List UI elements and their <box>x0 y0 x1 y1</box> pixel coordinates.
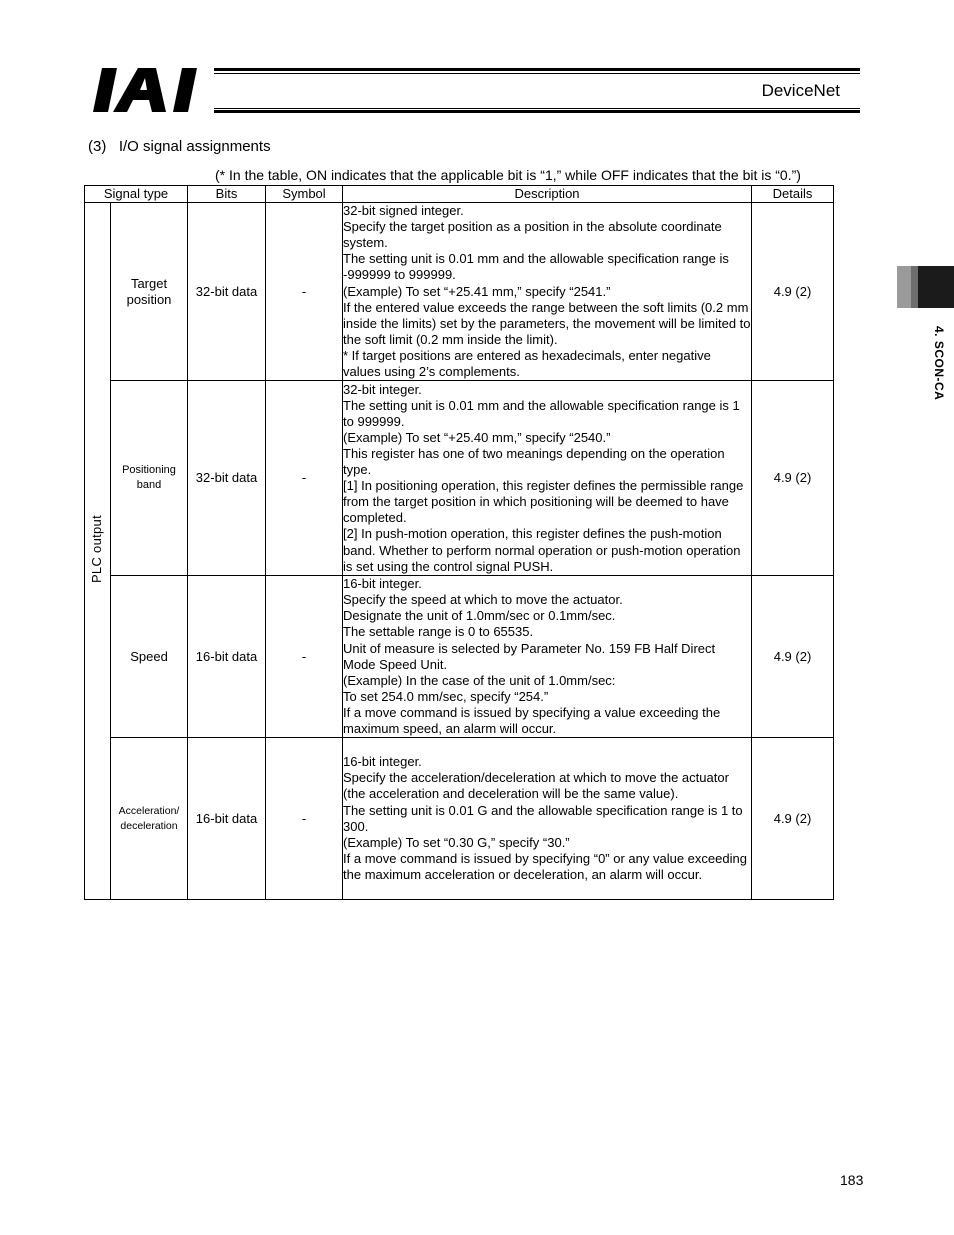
description-line: This register has one of two meanings depending on the operation type. <box>343 445 725 478</box>
details-cell: 4.9 (2) <box>752 576 834 738</box>
description-line: Unit of measure is selected by Parameter No. 159 FB Half Direct Mode Speed Unit. <box>343 640 716 672</box>
table-row <box>85 738 834 900</box>
table-row <box>85 203 834 381</box>
description-line: 16-bit integer. <box>343 576 422 592</box>
chapter-tab-black <box>918 266 954 308</box>
header-signal-type: Signal type <box>85 186 188 203</box>
description-line: * If target positions are entered as hexadecimals, enter negative values using 2’s complements. <box>343 347 711 380</box>
signal-name <box>111 203 188 381</box>
signal-name: Speed <box>111 576 188 738</box>
bits-cell: 32-bit data <box>188 203 266 381</box>
description-line: [1] In positioning operation, this register defines the permissible range from the target position in which positioning will be deemed to have completed. <box>343 478 744 526</box>
signal-name-line: deceleration <box>120 819 178 832</box>
description-line: The setting unit is 0.01 mm and the allowable specification range is -999999 to 999999. <box>343 251 729 283</box>
description-cell <box>343 576 752 738</box>
description-line: (Example) To set “+25.41 mm,” specify “2541.” <box>343 283 611 299</box>
signal-name-line: position <box>126 291 172 307</box>
description-line: 16-bit integer. <box>343 754 422 770</box>
description-line: 32-bit signed integer. <box>343 203 464 219</box>
header-symbol: Symbol <box>266 186 343 203</box>
signal-name-line: Target <box>130 275 168 291</box>
description-line: If the entered value exceeds the range between the soft limits (0.2 mm inside the limits) set by the parameters, the movement will be limited to the soft limit (0.2 mm inside the limit). <box>343 299 751 347</box>
signal-name-line: Acceleration/ <box>118 804 180 817</box>
description-line: 32-bit integer. <box>343 381 422 397</box>
symbol-cell: - <box>266 738 343 900</box>
table-note: (* In the table, ON indicates that the applicable bit is “1,” while OFF indicates that the bit is “0.”) <box>215 167 801 183</box>
description-line: If a move command is issued by specifying a value exceeding the maximum speed, an alarm will occur. <box>343 704 721 736</box>
header-bits: Bits <box>188 186 266 203</box>
description-cell <box>343 381 752 576</box>
page-number: 183 <box>840 1172 864 1188</box>
symbol-cell: - <box>266 381 343 576</box>
bits-cell: 16-bit data <box>188 738 266 900</box>
details-cell: 4.9 (2) <box>752 203 834 381</box>
description-cell <box>343 203 752 381</box>
description-line: Specify the acceleration/deceleration at which to move the actuator (the acceleration and deceleration will be the same value). <box>343 770 729 802</box>
details-cell: 4.9 (2) <box>752 381 834 576</box>
signal-name-line: band <box>136 479 162 492</box>
description-line: Specify the speed at which to move the actuator. <box>343 592 623 608</box>
group-label: PLC output <box>89 515 105 584</box>
description-line: (Example) To set “0.30 G,” specify “30.” <box>343 834 570 850</box>
symbol-cell: - <box>266 203 343 381</box>
table-row <box>85 381 834 576</box>
description-line: If a move command is issued by specifying “0” or any value exceeding the maximum acceleration or deceleration, an alarm will occur. <box>343 850 747 882</box>
description-line: To set 254.0 mm/sec, specify “254.” <box>343 688 549 704</box>
description-line: The settable range is 0 to 65535. <box>343 624 534 640</box>
header-title: DeviceNet <box>761 81 840 100</box>
bits-cell: 32-bit data <box>188 381 266 576</box>
details-cell: 4.9 (2) <box>752 738 834 900</box>
iai-logo <box>92 66 212 114</box>
group-cell <box>85 203 111 900</box>
description-line: The setting unit is 0.01 mm and the allowable specification range is 1 to 999999. <box>343 397 740 429</box>
chapter-tab-label: 4. SCON-CA <box>932 326 946 401</box>
description-line: (Example) To set “+25.40 mm,” specify “2540.” <box>343 429 611 445</box>
signal-name <box>111 738 188 900</box>
header-description: Description <box>343 186 752 203</box>
description-line: (Example) In the case of the unit of 1.0mm/sec: <box>343 672 616 688</box>
signal-name <box>111 381 188 576</box>
description-line: Specify the target position as a position in the absolute coordinate system. <box>343 219 722 251</box>
description-cell <box>343 738 752 900</box>
section-title: (3) I/O signal assignments <box>88 138 271 155</box>
io-signal-table <box>84 185 834 900</box>
header-details: Details <box>752 186 834 203</box>
symbol-cell: - <box>266 576 343 738</box>
table-row <box>85 576 834 738</box>
bits-cell: 16-bit data <box>188 576 266 738</box>
description-line: Designate the unit of 1.0mm/sec or 0.1mm/sec. <box>343 608 616 624</box>
description-line: [2] In push-motion operation, this register defines the push-motion band. Whether to perform normal operation or push-motion operation is set using the control signal PUSH. <box>343 526 741 574</box>
signal-name-line: Positioning <box>122 464 176 477</box>
table-header-row <box>85 186 834 203</box>
description-line: The setting unit is 0.01 G and the allowable specification range is 1 to 300. <box>343 802 743 834</box>
